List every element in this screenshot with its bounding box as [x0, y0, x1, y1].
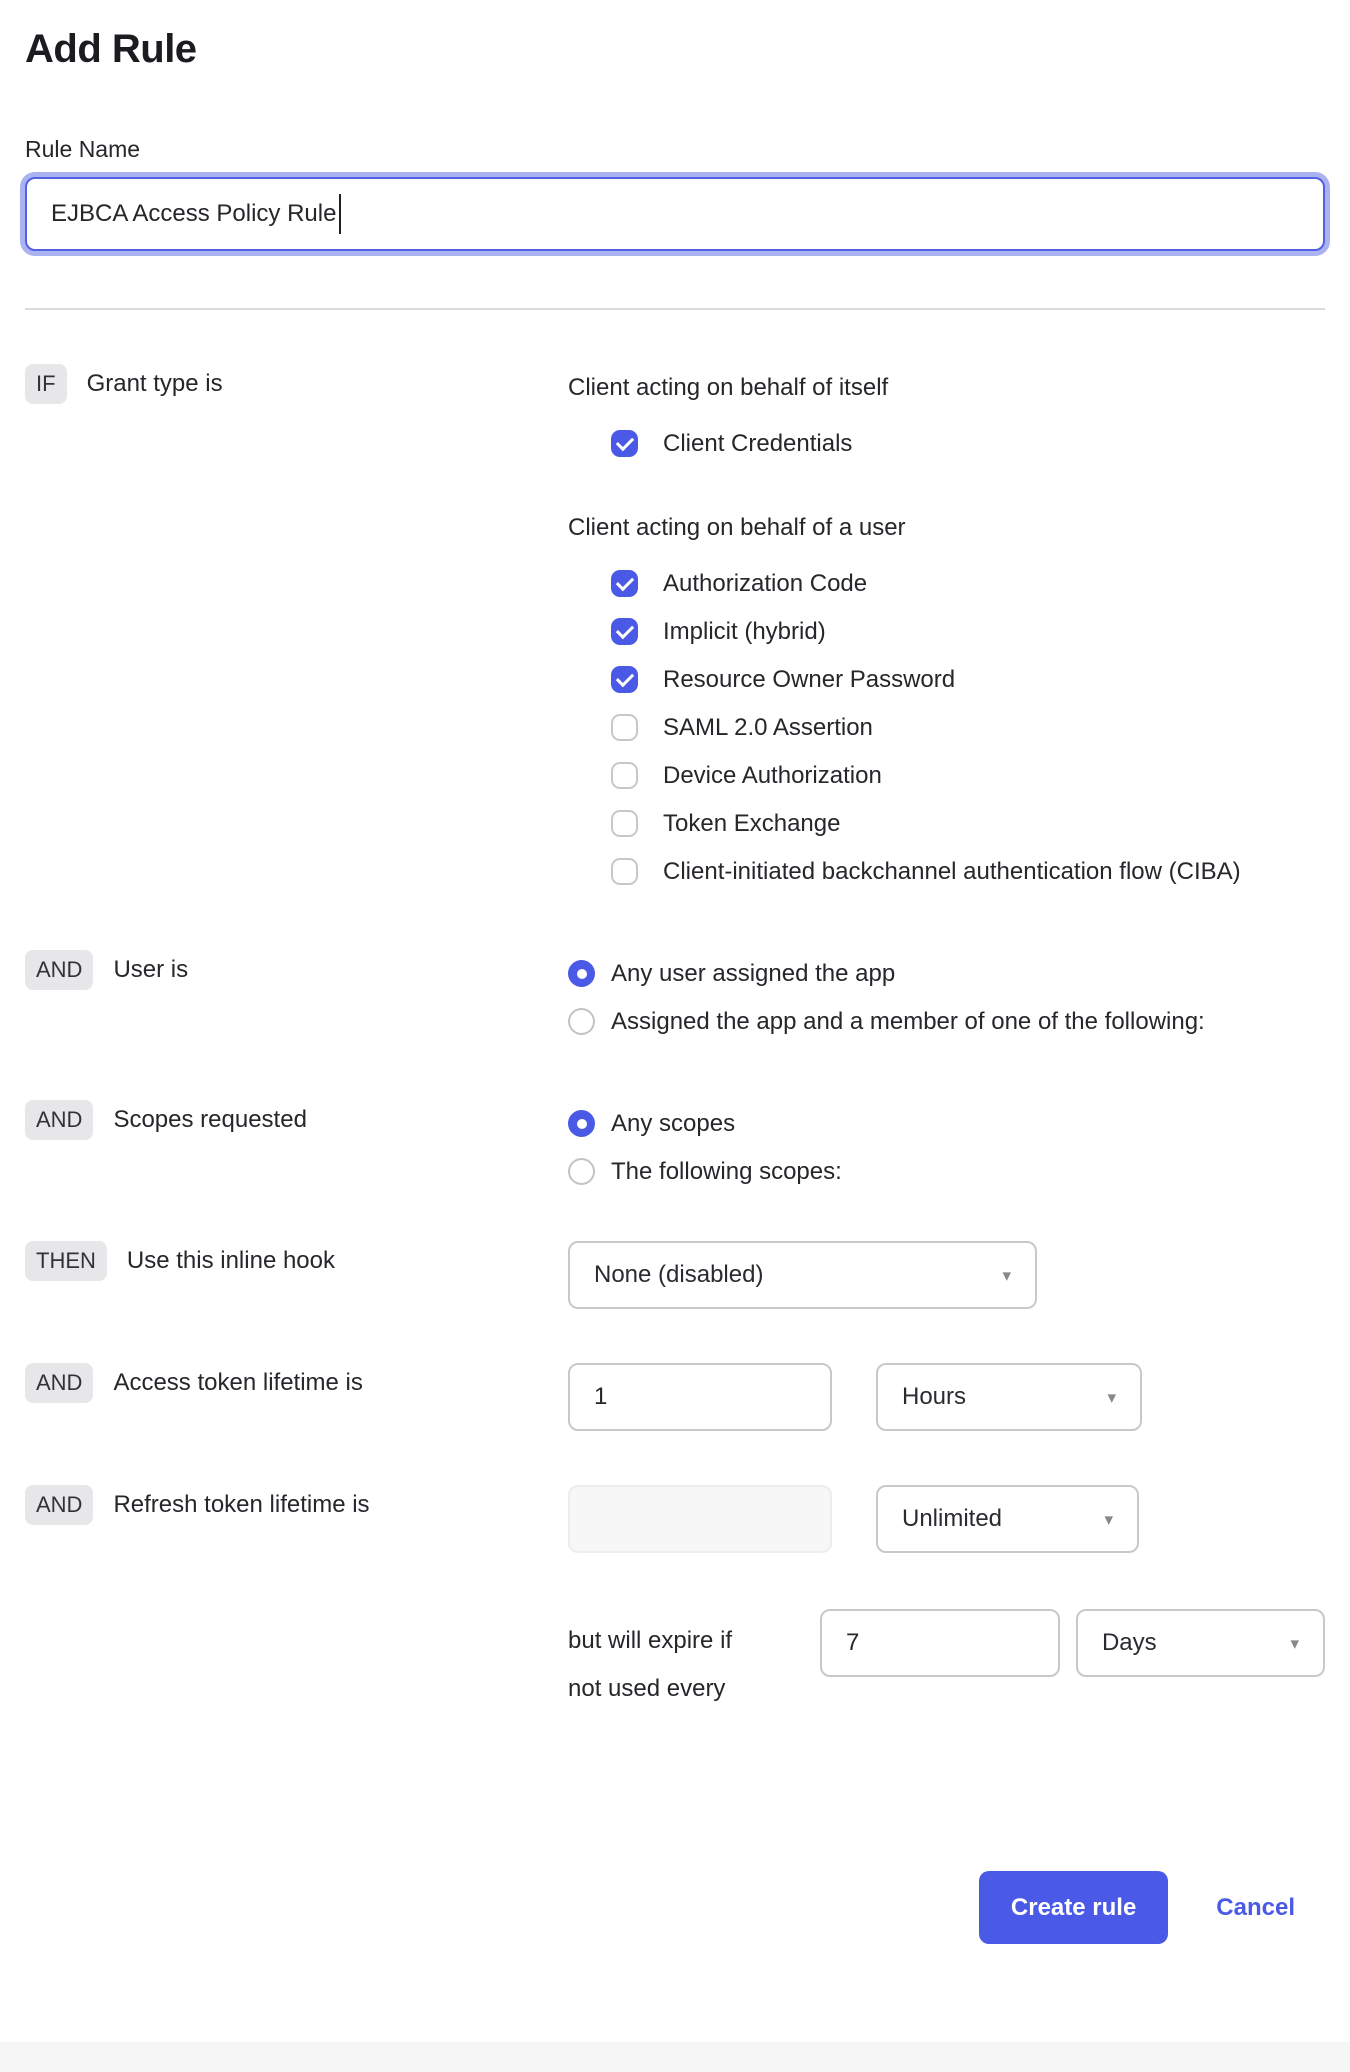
radio-row-assigned-member[interactable]: Assigned the app and a member of one of the following:: [568, 998, 1325, 1046]
radio-icon[interactable]: [568, 1110, 595, 1137]
and-badge: AND: [25, 1485, 93, 1525]
dialog-actions: [25, 1871, 1325, 1944]
refresh-token-condition: [25, 1485, 568, 1553]
footer-strip: [0, 2042, 1350, 2072]
and-badge: AND: [25, 1100, 93, 1140]
checkbox-row-ciba[interactable]: Client-initiated backchannel authentication flow (CIBA): [611, 848, 1325, 896]
checkbox-row-device-authorization[interactable]: Device Authorization: [611, 752, 1325, 800]
scopes-condition: [25, 1100, 568, 1196]
radio-icon[interactable]: [568, 1158, 595, 1185]
refresh-expiry-row: [25, 1609, 1325, 1713]
inline-hook-select[interactable]: [568, 1241, 1037, 1309]
checkbox-icon[interactable]: [611, 666, 638, 693]
then-badge: THEN: [25, 1241, 107, 1281]
access-token-unit-value: Hours: [902, 1383, 967, 1410]
chevron-down-icon: ▾: [1107, 1387, 1116, 1407]
section-user-is: [25, 950, 1325, 1046]
checkbox-row-token-exchange[interactable]: Token Exchange: [611, 800, 1325, 848]
group-client-user: [568, 504, 1325, 896]
expire-note: but will expire if not used every: [568, 1627, 733, 1702]
refresh-token-unit-value: Unlimited: [902, 1505, 1003, 1532]
checkbox-icon[interactable]: [611, 430, 638, 457]
section-inline-hook: [25, 1241, 1325, 1309]
expire-unit-select[interactable]: [1076, 1609, 1325, 1677]
section-refresh-token: [25, 1485, 1325, 1553]
checkbox-row-resource-owner-password[interactable]: Resource Owner Password: [611, 656, 1325, 704]
inline-hook-label: Use this inline hook: [126, 1247, 336, 1274]
spacer: [25, 1609, 568, 1713]
access-token-unit-select[interactable]: [876, 1363, 1142, 1431]
radio-row-any-scopes[interactable]: Any scopes: [568, 1100, 1325, 1148]
and-badge: AND: [25, 950, 93, 990]
radio-row-following-scopes[interactable]: The following scopes:: [568, 1148, 1325, 1196]
group-header-client-user: Client acting on behalf of a user: [568, 514, 906, 541]
divider: [25, 308, 1325, 310]
access-token-label: Access token lifetime is: [113, 1369, 363, 1396]
access-token-condition: [25, 1363, 568, 1431]
user-is-condition: [25, 950, 568, 1046]
access-token-lifetime-input[interactable]: [568, 1363, 832, 1431]
rule-name-field: [25, 177, 1325, 251]
checkbox-row-client-credentials[interactable]: Client Credentials: [611, 420, 1325, 468]
section-access-token: [25, 1363, 1325, 1431]
text-caret-icon: [339, 194, 341, 234]
chevron-down-icon: ▾: [1290, 1633, 1299, 1653]
rule-name-label: Rule Name: [25, 136, 141, 162]
create-rule-button[interactable]: Create rule: [979, 1871, 1168, 1944]
inline-hook-condition: [25, 1241, 568, 1309]
chevron-down-icon: ▾: [1104, 1509, 1113, 1529]
radio-icon[interactable]: [568, 960, 595, 987]
expire-unit-value: Days: [1101, 1629, 1157, 1656]
group-client-itself: [568, 364, 1325, 468]
cancel-button[interactable]: Cancel: [1216, 1893, 1295, 1921]
expire-value-input[interactable]: [820, 1609, 1060, 1677]
inline-hook-selected-value: None (disabled): [594, 1261, 764, 1288]
checkbox-icon[interactable]: [611, 762, 638, 789]
checkbox-icon[interactable]: [611, 618, 638, 645]
grant-type-condition: [25, 364, 568, 896]
user-is-label: User is: [113, 956, 189, 983]
section-scopes: [25, 1100, 1325, 1196]
checkbox-row-implicit-hybrid[interactable]: Implicit (hybrid): [611, 608, 1325, 656]
checkbox-row-authorization-code[interactable]: Authorization Code: [611, 560, 1325, 608]
scopes-label: Scopes requested: [113, 1106, 307, 1133]
rule-name-input[interactable]: [25, 177, 1325, 251]
refresh-token-lifetime-input: [568, 1485, 832, 1553]
page-title: Add Rule: [25, 27, 197, 71]
and-badge: AND: [25, 1363, 93, 1403]
checkbox-icon[interactable]: [611, 570, 638, 597]
checkbox-icon[interactable]: [611, 810, 638, 837]
radio-row-any-user[interactable]: Any user assigned the app: [568, 950, 1325, 998]
checkbox-icon[interactable]: [611, 858, 638, 885]
chevron-down-icon: ▾: [1002, 1265, 1011, 1285]
grant-type-label: Grant type is: [86, 370, 223, 397]
section-grant-type: [25, 364, 1325, 896]
if-badge: IF: [25, 364, 67, 404]
checkbox-icon[interactable]: [611, 714, 638, 741]
group-header-client-itself: Client acting on behalf of itself: [568, 374, 889, 401]
refresh-token-label: Refresh token lifetime is: [113, 1491, 370, 1518]
checkbox-row-saml-assertion[interactable]: SAML 2.0 Assertion: [611, 704, 1325, 752]
radio-icon[interactable]: [568, 1008, 595, 1035]
refresh-token-unit-select[interactable]: [876, 1485, 1139, 1553]
